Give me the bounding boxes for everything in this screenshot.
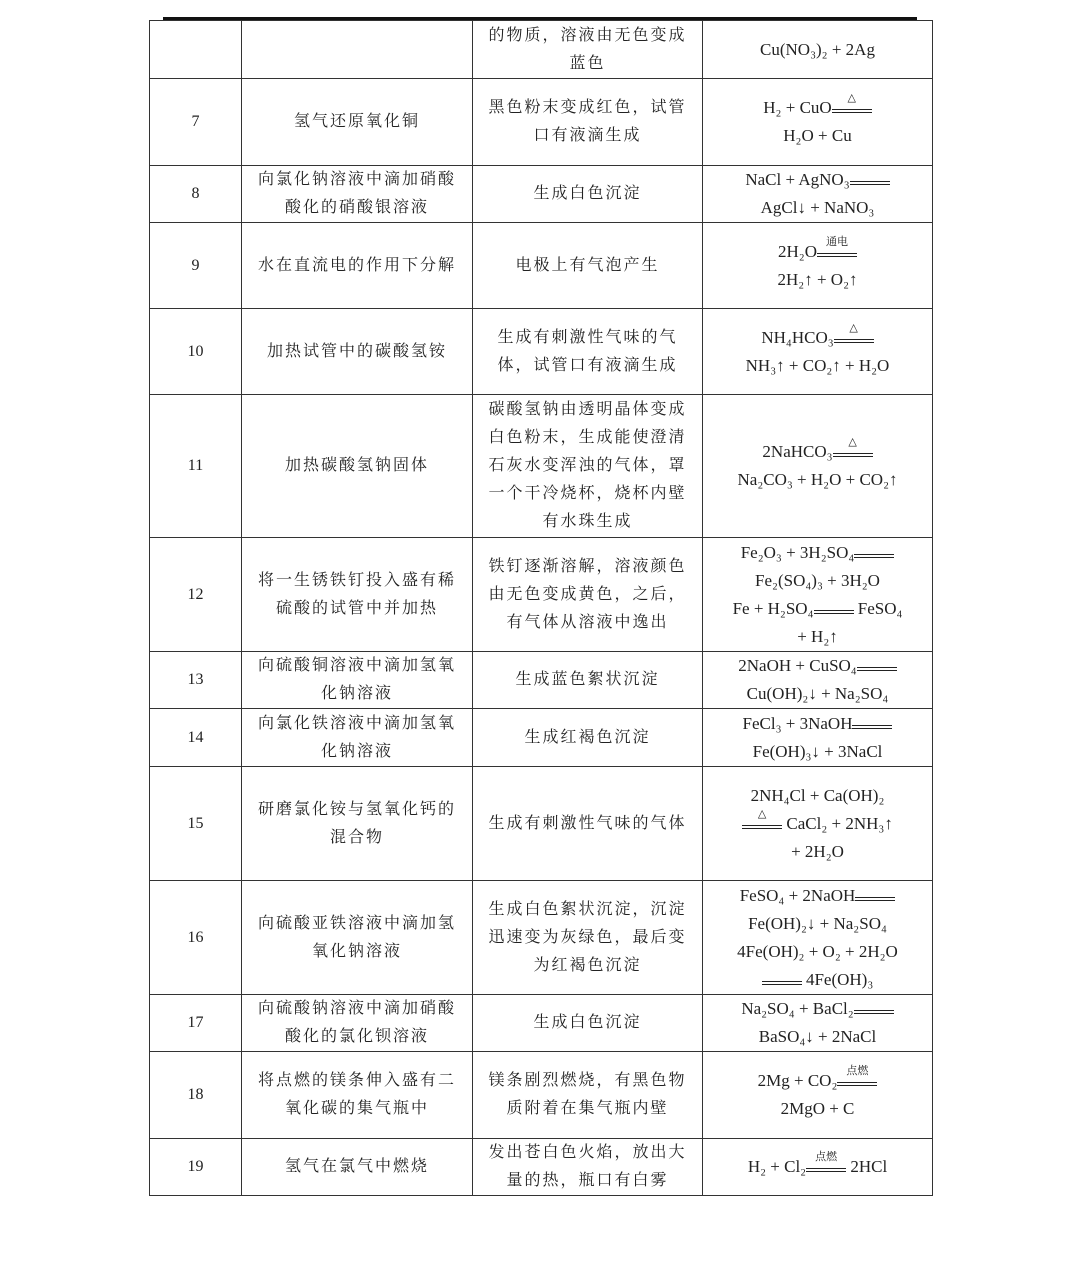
equation-line [711,539,924,567]
equation-line: 2MgO + C [780,1099,855,1118]
reaction-equals-sign [742,807,782,829]
table-row [150,79,933,166]
equation-cell [703,1139,933,1196]
equation-line: BaSO₄↓ + 2NaCl [758,1027,877,1046]
equation-line [711,995,924,1023]
reaction-table [149,20,933,1196]
equation-line: Fe(OH)₃↓ + 3NaCl [752,741,883,761]
reaction-equals-sign [837,1065,877,1086]
experiment-cell: 向氯化钠溶液中滴加硝酸酸化的硝酸银溶液 [242,166,473,223]
reaction-condition: △ [847,92,856,104]
row-number: 12 [150,538,242,652]
equation-products: CaCl₂ + 2NH₃↑ [782,813,893,833]
reaction-equals-sign [832,92,872,113]
equation-line: Fe(OH)₂↓ + Na₂SO₄ [748,913,887,933]
equation-reactants: Na₂SO₄ + BaCl₂ [741,999,854,1018]
table-row [150,21,933,79]
equation-line: NH₃↑ + CO₂↑ + H₂O [745,355,890,375]
experiment-cell: 向硫酸亚铁溶液中滴加氢氧化钠溶液 [242,881,473,995]
equation-reactants: FeSO₄ + 2NaOH [739,885,856,905]
experiment-cell: 氢气在氯气中燃烧 [242,1139,473,1196]
reaction-equals-sign [855,895,895,901]
phenomenon-cell: 电极上有气泡产生 [473,223,703,309]
equation-products: 2HCl [846,1157,888,1176]
reaction-equals-sign [833,436,873,457]
equation-line: H₂O + Cu [783,126,852,145]
equation-line [711,321,924,352]
row-number: 15 [150,767,242,881]
equation-line [711,966,924,994]
equation-line: Na₂CO₃ + H₂O + CO₂↑ [737,470,898,489]
experiment-cell: 研磨氯化铵与氢氧化钙的混合物 [242,767,473,881]
equation-line: 2H₂↑ + O₂↑ [777,269,858,289]
row-number: 14 [150,709,242,767]
reaction-equals-sign [762,979,802,985]
phenomenon-cell: 的物质，溶液由无色变成蓝色 [473,21,703,79]
reaction-equals-sign [817,235,857,257]
equation-line [711,595,924,623]
phenomenon-cell: 生成红褐色沉淀 [473,709,703,767]
phenomenon-cell: 黑色粉末变成红色，试管口有液滴生成 [473,79,703,166]
phenomenon-cell: 发出苍白色火焰，放出大量的热，瓶口有白雾 [473,1139,703,1196]
table-row [150,767,933,881]
reaction-condition: 点燃 [846,1065,869,1077]
equation-cell [703,166,933,223]
equation-line: Fe₂(SO₄)₃ + 3H₂O [755,570,880,590]
phenomenon-cell: 生成蓝色絮状沉淀 [473,652,703,709]
row-number: 17 [150,995,242,1052]
table-row [150,1052,933,1139]
row-number: 9 [150,223,242,309]
equation-reactants: Fe + H₂SO₄ [732,598,814,618]
reaction-equals-sign [850,179,890,185]
phenomenon-cell: 生成白色絮状沉淀，沉淀迅速变为灰绿色，最后变为红褐色沉淀 [473,881,703,995]
equation-cell [703,767,933,881]
equation-reactants: NaCl + AgNO₃ [745,170,850,189]
reaction-equals-sign [854,1008,894,1014]
table-row [150,223,933,309]
phenomenon-cell: 生成白色沉淀 [473,995,703,1052]
reaction-equals-sign [854,552,894,558]
table-row [150,166,933,223]
reaction-equals-sign [814,608,854,614]
equation-line [711,1153,924,1181]
reaction-condition: 通电 [825,235,848,248]
reaction-equals-sign [806,1151,846,1172]
equation-line [711,438,924,466]
equation-reactants: 2NaHCO₃ [762,442,833,461]
equation-line: 4Fe(OH)₂ + O₂ + 2H₂O [737,941,898,961]
table-row [150,538,933,652]
equation-line [711,807,924,838]
equation-line [711,710,924,738]
equation-line: + H₂↑ [797,626,838,646]
row-number: 11 [150,395,242,538]
equation-line [711,235,924,266]
row-number: 16 [150,881,242,995]
row-number: 18 [150,1052,242,1139]
equation-reactants: 2Mg + CO₂ [757,1071,838,1090]
equation-line: Cu(OH)₂↓ + Na₂SO₄ [746,684,889,703]
equation-cell [703,995,933,1052]
equation-reactants: 2NaOH + CuSO₄ [738,656,857,675]
experiment-cell: 氢气还原氧化铜 [242,79,473,166]
equation-cell [703,395,933,538]
experiment-cell: 向硫酸钠溶液中滴加硝酸酸化的氯化钡溶液 [242,995,473,1052]
equation-reactants: FeCl₃ + 3NaOH [742,713,853,733]
phenomenon-cell: 生成有刺激性气味的气体，试管口有液滴生成 [473,309,703,395]
row-number: 8 [150,166,242,223]
equation-line: + 2H₂O [791,841,844,861]
equation-products: 4Fe(OH)₃ [801,969,874,989]
experiment-cell: 向氯化铁溶液中滴加氢氧化钠溶液 [242,709,473,767]
equation-cell [703,1052,933,1139]
experiment-cell: 将点燃的镁条伸入盛有二氧化碳的集气瓶中 [242,1052,473,1139]
reaction-condition: 点燃 [815,1151,838,1163]
table-row [150,1139,933,1196]
equation-reactants: Fe₂O₃ + 3H₂SO₄ [740,542,855,562]
equation-line: AgCl↓ + NaNO₃ [760,198,875,217]
table-row [150,709,933,767]
row-number: 10 [150,309,242,395]
equation-cell [703,538,933,652]
row-number [150,21,242,79]
table-row [150,995,933,1052]
reaction-equals-sign [857,665,897,671]
equation-reactants: H₂ + CuO [763,98,832,117]
reaction-condition: △ [757,807,767,820]
experiment-cell: 向硫酸铜溶液中滴加氢氧化钠溶液 [242,652,473,709]
equation-line [711,166,924,194]
reaction-condition: △ [849,321,858,334]
equation-cell [703,79,933,166]
equation-line: 2NH₄Cl + Ca(OH)₂ [750,785,885,805]
row-number: 7 [150,79,242,166]
row-number: 19 [150,1139,242,1196]
equation-line: Cu(NO₃)₂ + 2Ag [760,39,875,59]
phenomenon-cell: 生成白色沉淀 [473,166,703,223]
experiment-cell: 将一生锈铁钉投入盛有稀硫酸的试管中并加热 [242,538,473,652]
experiment-cell: 水在直流电的作用下分解 [242,223,473,309]
equation-cell [703,709,933,767]
equation-reactants: 2H₂O [778,241,817,261]
equation-line [711,882,924,910]
equation-cell [703,21,933,79]
equation-products: FeSO₄ [853,598,903,618]
reaction-equals-sign [852,723,892,729]
equation-line [711,652,924,680]
phenomenon-cell: 碳酸氢钠由透明晶体变成白色粉末，生成能使澄清石灰水变浑浊的气体，罩一个干冷烧杯，烧杯内壁有水珠生成 [473,395,703,538]
phenomenon-cell: 铁钉逐渐溶解，溶液颜色由无色变成黄色，之后，有气体从溶液中逸出 [473,538,703,652]
experiment-cell: 加热碳酸氢钠固体 [242,395,473,538]
equation-cell [703,652,933,709]
equation-line [711,94,924,122]
row-number: 13 [150,652,242,709]
reaction-equals-sign [834,321,874,343]
equation-cell [703,223,933,309]
table-row [150,309,933,395]
equation-reactants: NH₄HCO₃ [761,327,834,347]
table-row [150,395,933,538]
equation-reactants: H₂ + Cl₂ [747,1157,807,1176]
experiment-cell [242,21,473,79]
phenomenon-cell: 镁条剧烈燃烧，有黑色物质附着在集气瓶内壁 [473,1052,703,1139]
equation-line [711,1067,924,1095]
table-row [150,652,933,709]
experiment-cell: 加热试管中的碳酸氢铵 [242,309,473,395]
table-row [150,881,933,995]
reaction-condition: △ [848,436,857,448]
equation-cell [703,309,933,395]
phenomenon-cell: 生成有刺激性气味的气体 [473,767,703,881]
equation-cell [703,881,933,995]
